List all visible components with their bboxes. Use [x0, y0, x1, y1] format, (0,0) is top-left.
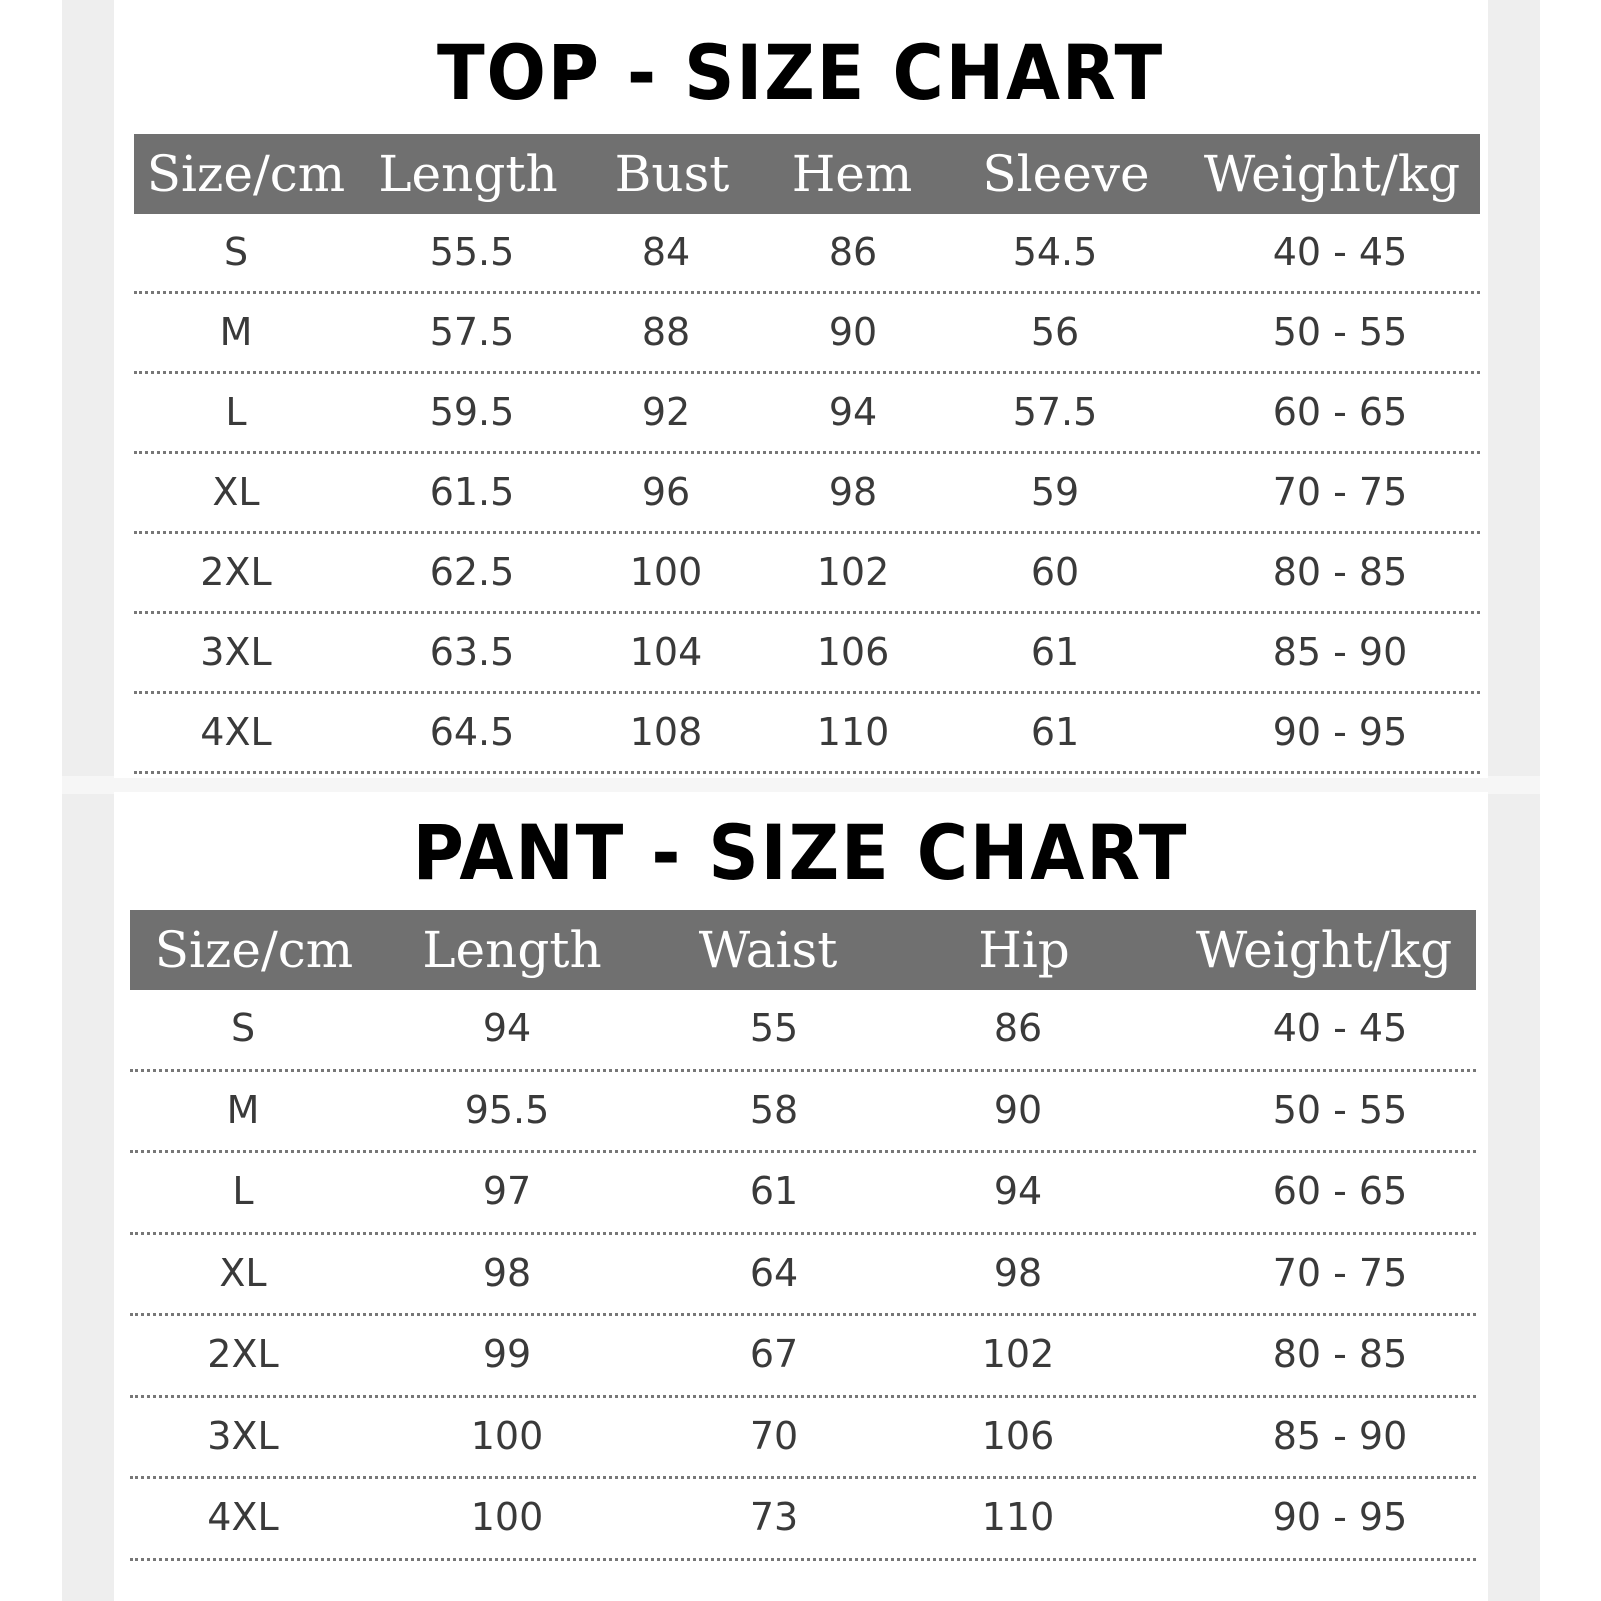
- table-row: [130, 1479, 1476, 1561]
- pant-cell-length: 100: [470, 1413, 544, 1458]
- left-margin-band: [62, 0, 114, 1601]
- top-header-length: Length: [378, 145, 558, 203]
- top-cell-length: 61.5: [429, 470, 515, 514]
- top-cell-bust: 100: [629, 550, 703, 594]
- pant-cell-size-cm: 4XL: [207, 1495, 279, 1539]
- pant-cell-weight-kg: 80 - 85: [1272, 1332, 1408, 1376]
- pant-cell-hip: 98: [993, 1250, 1043, 1295]
- pant-cell-weight-kg: 90 - 95: [1272, 1495, 1408, 1539]
- pant-cell-waist: 70: [749, 1413, 799, 1458]
- top-cell-hem: 106: [816, 630, 890, 674]
- top-cell-hem: 86: [828, 230, 878, 274]
- pant-cell-hip: 94: [993, 1169, 1043, 1213]
- top-cell-length: 64.5: [429, 710, 515, 754]
- top-cell-hem: 102: [816, 550, 890, 594]
- top-cell-hem: 94: [828, 390, 878, 434]
- pant-cell-weight-kg: 85 - 90: [1272, 1413, 1408, 1458]
- table-row: [130, 1398, 1476, 1480]
- pant-cell-waist: 61: [749, 1169, 799, 1213]
- pant-cell-size-cm: S: [230, 1006, 256, 1050]
- pant-cell-size-cm: 2XL: [207, 1332, 279, 1376]
- top-cell-hem: 90: [828, 310, 878, 354]
- top-cell-weight-kg: 60 - 65: [1272, 390, 1408, 434]
- table-row: [130, 990, 1476, 1072]
- table-row: [134, 454, 1480, 534]
- table-row: [134, 294, 1480, 374]
- table-row: [134, 614, 1480, 694]
- top-cell-length: 63.5: [429, 630, 515, 674]
- pant-header-waist: Waist: [698, 921, 838, 979]
- top-cell-bust: 96: [641, 470, 691, 514]
- pant-header-size-cm: Size/cm: [154, 921, 354, 979]
- pant-cell-waist: 58: [749, 1087, 799, 1132]
- top-cell-sleeve: 61: [1030, 710, 1080, 754]
- pant-cell-hip: 86: [993, 1006, 1043, 1050]
- table-row: [130, 1072, 1476, 1154]
- top-cell-size-cm: 4XL: [200, 710, 272, 754]
- top-cell-length: 59.5: [429, 390, 515, 434]
- pant-cell-hip: 102: [981, 1332, 1055, 1376]
- top-cell-size-cm: 3XL: [200, 630, 272, 674]
- table-row: [134, 694, 1480, 774]
- pant-cell-waist: 55: [749, 1006, 799, 1050]
- pant-cell-length: 95.5: [464, 1087, 550, 1132]
- top-cell-hem: 98: [828, 470, 878, 514]
- pant-cell-size-cm: 3XL: [207, 1413, 279, 1458]
- table-row: [130, 1235, 1476, 1317]
- top-header-bust: Bust: [614, 145, 730, 203]
- top-table-header: [134, 134, 1480, 214]
- top-header-weight-kg: Weight/kg: [1203, 145, 1461, 203]
- table-row: [130, 1153, 1476, 1235]
- pant-cell-waist: 64: [749, 1250, 799, 1295]
- top-header-hem: Hem: [791, 145, 913, 203]
- top-cell-bust: 88: [641, 310, 691, 354]
- top-cell-sleeve: 61: [1030, 630, 1080, 674]
- pant-cell-length: 98: [482, 1250, 532, 1295]
- top-cell-length: 55.5: [429, 230, 515, 274]
- pant-cell-waist: 67: [749, 1332, 799, 1376]
- top-cell-size-cm: 2XL: [200, 550, 272, 594]
- row-divider: [130, 1558, 1476, 1561]
- pant-header-weight-kg: Weight/kg: [1195, 921, 1453, 979]
- top-cell-size-cm: M: [219, 310, 253, 354]
- top-cell-sleeve: 59: [1030, 470, 1080, 514]
- top-cell-sleeve: 57.5: [1012, 390, 1098, 434]
- top-header-size-cm: Size/cm: [146, 145, 346, 203]
- pant-cell-weight-kg: 50 - 55: [1272, 1087, 1408, 1132]
- table-row: [134, 374, 1480, 454]
- row-divider: [134, 771, 1480, 774]
- top-cell-bust: 84: [641, 230, 691, 274]
- top-cell-weight-kg: 85 - 90: [1272, 630, 1408, 674]
- right-margin-band: [1488, 0, 1540, 1601]
- pant-cell-weight-kg: 60 - 65: [1272, 1169, 1408, 1213]
- top-cell-bust: 108: [629, 710, 703, 754]
- pant-cell-waist: 73: [749, 1495, 799, 1539]
- top-cell-sleeve: 56: [1030, 310, 1080, 354]
- pant-cell-length: 100: [470, 1495, 544, 1539]
- top-cell-weight-kg: 40 - 45: [1272, 230, 1408, 274]
- top-cell-size-cm: S: [223, 230, 249, 274]
- top-cell-weight-kg: 90 - 95: [1272, 710, 1408, 754]
- table-row: [130, 1316, 1476, 1398]
- table-row: [134, 534, 1480, 614]
- top-cell-size-cm: XL: [212, 470, 260, 514]
- pant-cell-length: 99: [482, 1332, 532, 1376]
- pant-cell-weight-kg: 70 - 75: [1272, 1250, 1408, 1295]
- pant-cell-size-cm: M: [226, 1087, 260, 1132]
- pant-cell-size-cm: L: [232, 1169, 254, 1213]
- top-cell-weight-kg: 80 - 85: [1272, 550, 1408, 594]
- pant-cell-weight-kg: 40 - 45: [1272, 1006, 1408, 1050]
- table-row: [134, 214, 1480, 294]
- pant-cell-length: 94: [482, 1006, 532, 1050]
- pant-chart-title: PANT - SIZE CHART: [412, 808, 1189, 897]
- pant-table-header: [130, 910, 1476, 990]
- top-header-sleeve: Sleeve: [982, 145, 1150, 203]
- top-cell-bust: 92: [641, 390, 691, 434]
- pant-cell-hip: 90: [993, 1087, 1043, 1132]
- top-chart-title: TOP - SIZE CHART: [436, 28, 1165, 117]
- top-cell-length: 62.5: [429, 550, 515, 594]
- pant-cell-hip: 110: [981, 1495, 1055, 1539]
- top-cell-bust: 104: [629, 630, 703, 674]
- top-cell-length: 57.5: [429, 310, 515, 354]
- top-cell-sleeve: 60: [1030, 550, 1080, 594]
- pant-cell-length: 97: [482, 1169, 532, 1213]
- pant-cell-size-cm: XL: [219, 1250, 267, 1295]
- top-cell-weight-kg: 70 - 75: [1272, 470, 1408, 514]
- pant-header-hip: Hip: [978, 921, 1070, 979]
- top-cell-sleeve: 54.5: [1012, 230, 1098, 274]
- top-cell-size-cm: L: [225, 390, 247, 434]
- top-cell-hem: 110: [816, 710, 890, 754]
- top-cell-weight-kg: 50 - 55: [1272, 310, 1408, 354]
- pant-header-length: Length: [422, 921, 602, 979]
- pant-cell-hip: 106: [981, 1413, 1055, 1458]
